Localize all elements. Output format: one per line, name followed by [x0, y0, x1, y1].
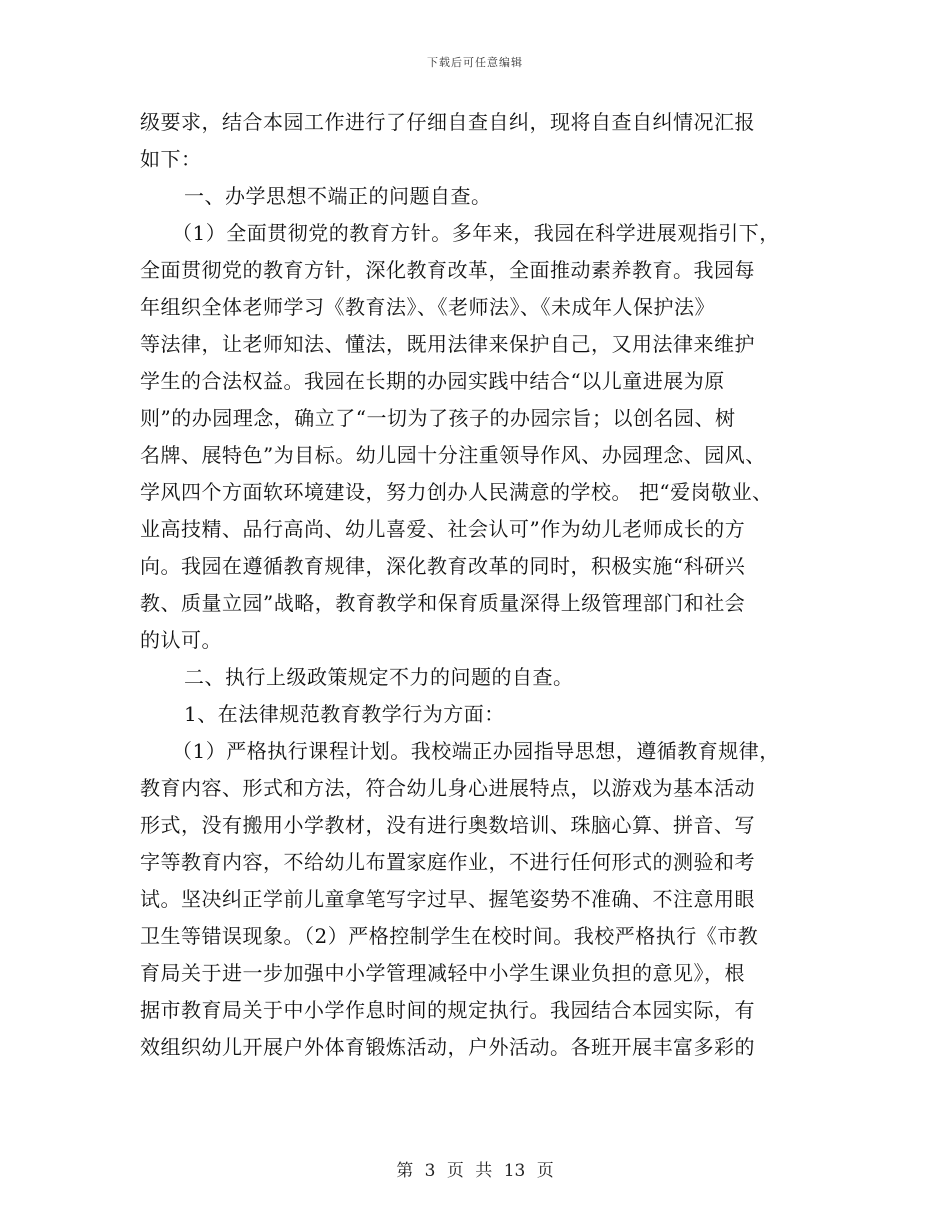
text-line: 据市教育局关于中小学作息时间的规定执行。我园结合本园实际，有	[140, 998, 755, 1022]
text-line: 教、质量立园”战略，教育教学和保育质量深得上级管理部门和社会	[140, 591, 746, 615]
text-line: 全面贯彻党的教育方针，深化教育改革，全面推动素养教育。我园每	[140, 258, 755, 282]
page-number-footer: 第 3 页 共 13 页	[396, 1161, 554, 1181]
text-line: 的认可。	[140, 628, 222, 652]
text-line: 业高技精、品行高尚、幼儿喜爱、社会认可”作为幼儿老师成长的方	[140, 517, 746, 541]
text-line: （1）全面贯彻党的教育方针。多年来，我园在科学进展观指引下，	[172, 221, 780, 245]
text-line: 学生的合法权益。我园在长期的办园实践中结合“以儿童进展为原	[140, 369, 725, 393]
page-header-note: 下载后可任意编辑	[427, 56, 523, 69]
text-line: 则”的办园理念，确立了“一切为了孩子的办园宗旨；以创名园、树	[140, 406, 736, 430]
subsection-heading: 1、在法律规范教育教学行为方面：	[184, 702, 505, 726]
text-line: 效组织幼儿开展户外体育锻炼活动，户外活动。各班开展丰富多彩的	[140, 1035, 755, 1059]
text-line: 向。我园在遵循教育规律，深化教育改革的同时，积极实施“科研兴	[140, 554, 746, 578]
section-heading: 二、执行上级政策规定不力的问题的自查。	[184, 665, 574, 689]
text-line: （1）严格执行课程计划。我校端正办园指导思想，遵循教育规律，	[172, 739, 780, 763]
text-line: 字等教育内容，不给幼儿布置家庭作业，不进行任何形式的测验和考	[140, 850, 755, 874]
text-line: 级要求，结合本园工作进行了仔细自查自纠，现将自查自纠情况汇报	[140, 110, 755, 134]
text-line: 如下：	[140, 147, 202, 171]
text-line: 等法律，让老师知法、懂法，既用法律来保护自己，又用法律来维护	[140, 332, 755, 356]
text-line: 形式，没有搬用小学教材，没有进行奥数培训、珠脑心算、拼音、写	[140, 813, 755, 837]
text-line: 育局关于进一步加强中小学管理减轻中小学生课业负担的意见》，根	[140, 961, 745, 985]
text-line: 年组织全体老师学习《教育法》、《老师法》、《未成年人保护法》	[140, 295, 715, 319]
section-heading: 一、办学思想不端正的问题自查。	[184, 184, 492, 208]
text-line: 试。坚决纠正学前儿童拿笔写字过早、握笔姿势不准确、不注意用眼	[140, 887, 755, 911]
text-line: 卫生等错误现象。（2）严格控制学生在校时间。我校严格执行《市教	[140, 924, 759, 948]
text-line: 学风四个方面软环境建设，努力创办人民满意的学校。 把“爱岗敬业、	[140, 480, 773, 504]
text-line: 教育内容、形式和方法，符合幼儿身心进展特点，以游戏为基本活动	[140, 776, 755, 800]
document-body	[140, 104, 830, 1066]
text-line: 名牌、展特色”为目标。幼儿园十分注重领导作风、办园理念、园风、	[140, 443, 766, 467]
